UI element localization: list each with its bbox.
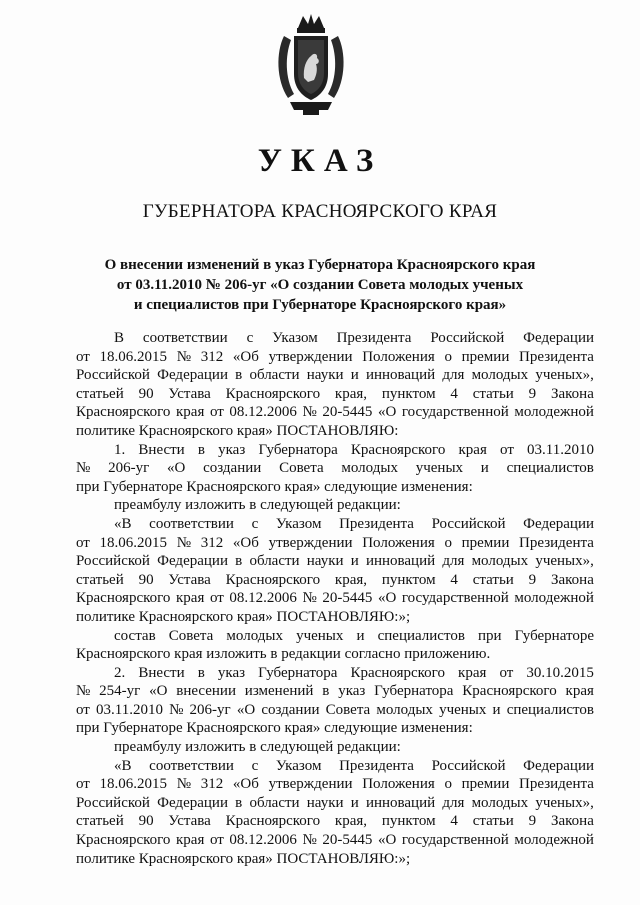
body-line [76, 552, 594, 571]
body-word: пунктом [381, 571, 436, 588]
body-word: для [442, 794, 465, 811]
coat-of-arms-icon [270, 12, 352, 118]
body-line [76, 664, 594, 683]
body-word: № [76, 460, 91, 477]
body-word: премии [461, 348, 510, 365]
body-word: государственной [401, 832, 509, 849]
body-word: 312 [200, 348, 224, 365]
body-word: Губернатора [258, 664, 338, 681]
body-word: Президента [519, 776, 594, 793]
body-word: 206-уг [189, 701, 231, 718]
body-word: создании [261, 701, 320, 718]
body-word: Закона [550, 385, 594, 402]
body-word: 18.06.2015 [99, 776, 168, 793]
body-word: в [322, 683, 330, 700]
body-word: Указом [275, 757, 322, 774]
body-line [76, 794, 594, 813]
body-word: 9 [528, 813, 537, 830]
body-word: № [302, 404, 317, 421]
body-word: № [176, 348, 192, 365]
body-word: указ [217, 664, 246, 681]
body-word: «О [149, 683, 168, 700]
body-word: о [444, 348, 452, 365]
body-word: молодежной [514, 590, 594, 607]
body-word: края, [334, 385, 368, 402]
body-word: № [76, 683, 91, 700]
body-line [76, 589, 594, 608]
body-line: при Губернаторе Красноярского края» следующие изменения: [76, 478, 473, 495]
body-word: «О [167, 460, 186, 477]
body-word: статьей [76, 385, 124, 402]
body-line [76, 348, 594, 367]
heading-line: от 03.11.2010 № 206-уг «О создании Совета молодых ученых [116, 277, 524, 293]
body-word: «В [114, 515, 132, 532]
body-word: и [350, 553, 359, 570]
body-word: от [76, 701, 90, 718]
body-line: политике Красноярского края» ПОСТАНОВЛЯЮ: [76, 422, 399, 439]
body-word: статьей [76, 813, 124, 830]
body-word: соответствии [142, 330, 228, 346]
body-word: Федерации [157, 794, 228, 811]
body-word: Российской [431, 515, 506, 532]
body-word: Российской [431, 757, 506, 774]
body-word: 1. [114, 441, 126, 458]
body-word: Положения [362, 534, 435, 551]
body-word: Федерации [523, 515, 594, 532]
body-line [76, 775, 594, 794]
body-word: Президента [519, 534, 594, 551]
body-word: в [235, 367, 243, 384]
body-word: Российской [76, 794, 150, 811]
body-word: о [444, 534, 452, 551]
body-word: пунктом [381, 813, 436, 830]
body-word: ученых [296, 627, 344, 644]
body-word: утверждении [268, 348, 353, 365]
body-word: № [169, 701, 184, 718]
body-word: молодых [226, 627, 283, 644]
body-word: края, [334, 571, 368, 588]
body-line: политике Красноярского края» ПОСТАНОВЛЯЮ:»; [76, 850, 411, 867]
body-word: 20-5445 [322, 590, 373, 607]
body-word: № [302, 832, 317, 849]
body-line [76, 515, 594, 534]
body-word: внесении [176, 683, 236, 700]
body-word: в [197, 441, 205, 458]
body-word: 9 [528, 571, 537, 588]
body-word: Президента [336, 330, 412, 346]
body-word: 4 [450, 571, 458, 588]
body-word: 18.06.2015 [99, 348, 168, 365]
body-word: Устава [168, 571, 211, 588]
body-word: от [76, 348, 90, 365]
body-line: преамбулу изложить в следующей редакции: [114, 497, 401, 514]
body-word: края [176, 590, 205, 607]
body-word: указ [338, 683, 366, 700]
body-word: края [565, 683, 594, 700]
body-word: Красноярского [225, 813, 321, 830]
body-word: Красноярского [76, 404, 171, 421]
body-word: 2. [114, 664, 126, 681]
body-word: статьи [472, 385, 514, 402]
body-word: «О [377, 404, 397, 421]
body-word: утверждении [268, 776, 353, 793]
body-word: при [478, 627, 502, 644]
body-line: Красноярского края изложить в редакции согласно приложению. [76, 646, 491, 663]
body-word: состав [114, 627, 156, 644]
body-word: с [246, 330, 254, 346]
body-word: и [492, 701, 501, 718]
body-word: Губернатора [374, 683, 454, 700]
body-word: Устава [168, 813, 211, 830]
body-word: 18.06.2015 [99, 534, 168, 551]
body-line [76, 757, 594, 776]
body-word: в [235, 794, 243, 811]
body-word: № [176, 776, 192, 793]
body-word: Президента [339, 515, 414, 532]
body-word: 90 [138, 813, 154, 830]
body-word: «В [114, 757, 132, 774]
body-word: статьи [472, 813, 514, 830]
body-word: науки [306, 367, 344, 384]
body-word: 90 [138, 385, 154, 402]
body-word: от [209, 590, 224, 607]
body-word: 4 [450, 385, 458, 402]
body-line: при Губернаторе Красноярского края» следующие изменения: [76, 720, 473, 737]
body-word: Федерации [157, 367, 228, 384]
body-word: Положения [362, 348, 435, 365]
body-word: Федерации [157, 553, 228, 570]
body-word: государственной [401, 590, 509, 607]
body-word: Указом [275, 515, 322, 532]
body-word: молодых [471, 794, 529, 811]
body-word: в [197, 664, 205, 681]
body-word: Красноярского [76, 832, 171, 849]
body-word: 9 [528, 385, 537, 402]
body-word: 08.12.2006 [229, 832, 297, 849]
body-word: молодых [471, 367, 529, 384]
body-word: Красноярского [350, 664, 445, 681]
body-line [76, 366, 594, 385]
body-word: Указом [272, 330, 318, 346]
body-word: ученых [415, 460, 464, 477]
body-line [76, 459, 594, 478]
body-word: Совета [279, 460, 324, 477]
body-word: и [356, 627, 365, 644]
body-word: 206-уг [108, 460, 150, 477]
body-word: с [251, 515, 259, 532]
body-word: статьи [472, 571, 514, 588]
body-word: 4 [450, 813, 458, 830]
body-word: Губернатора [258, 441, 338, 458]
body-word: Президента [339, 757, 414, 774]
body-word: «О [236, 701, 256, 718]
body-word: 20-5445 [322, 832, 373, 849]
body-word: 20-5445 [322, 404, 373, 421]
body-word: края [176, 404, 205, 421]
body-line [76, 534, 594, 553]
body-word: изменений [244, 683, 314, 700]
body-word: ученых», [535, 794, 594, 811]
body-word: Положения [362, 776, 435, 793]
body-word: от [500, 441, 514, 458]
body-word: от [76, 534, 90, 551]
body-word: 08.12.2006 [229, 590, 297, 607]
body-word: соответствии [149, 515, 234, 532]
body-word: «О [377, 832, 397, 849]
body-word: края [458, 441, 487, 458]
body-word: специалистов [506, 701, 594, 718]
body-word: 254-уг [99, 683, 141, 700]
body-word: 03.11.2010 [96, 701, 163, 718]
decree-body [76, 329, 594, 868]
body-word: от [209, 404, 224, 421]
body-word: области [249, 794, 300, 811]
body-word: молодежной [514, 832, 594, 849]
body-word: 90 [138, 571, 154, 588]
body-word: премии [461, 534, 510, 551]
body-word: Закона [550, 571, 594, 588]
body-word: Красноярского [225, 385, 321, 402]
body-word: Внести [138, 664, 185, 681]
body-word: Совета [325, 701, 371, 718]
body-word: и [480, 460, 489, 477]
body-word: № [176, 534, 192, 551]
body-word: 312 [200, 776, 224, 793]
body-word: 08.12.2006 [229, 404, 297, 421]
body-word: и [350, 794, 359, 811]
heading-line: О внесении изменений в указ Губернатора Красноярского края [104, 257, 536, 273]
body-line [76, 682, 594, 701]
decree-issuer: ГУБЕРНАТОРА КРАСНОЯРСКОГО КРАЯ [142, 201, 498, 222]
body-word: специалистов [377, 627, 465, 644]
body-word: Красноярского [225, 571, 321, 588]
body-word: Внести [138, 441, 185, 458]
body-line [76, 571, 594, 590]
body-word: от [76, 776, 90, 793]
body-word: Закона [550, 813, 594, 830]
body-word: 03.11.2010 [527, 441, 594, 458]
body-word: от [499, 664, 514, 681]
body-word: молодых [376, 701, 433, 718]
body-word: Красноярского [76, 590, 171, 607]
body-line [76, 701, 594, 720]
body-word: в [235, 553, 243, 570]
body-word: Российской [76, 553, 150, 570]
body-word: Президента [519, 348, 594, 365]
decree-title: УКАЗ [257, 143, 383, 179]
body-line [76, 385, 594, 404]
body-word: Красноярского [462, 683, 557, 700]
body-line [76, 812, 594, 831]
body-word: для [442, 367, 465, 384]
body-word: Губернаторе [514, 627, 594, 644]
body-word: Федерации [523, 757, 594, 774]
body-word: молодых [471, 553, 529, 570]
body-word: премии [461, 776, 510, 793]
body-word: инноваций [365, 553, 436, 570]
body-word: края [176, 832, 205, 849]
body-word: для [442, 553, 465, 570]
body-word: Федерации [523, 330, 594, 346]
body-word: № [302, 590, 317, 607]
body-word: инноваций [365, 367, 436, 384]
body-word: государственной [401, 404, 509, 421]
body-line [76, 441, 594, 460]
body-line [76, 831, 594, 850]
body-word: с [251, 757, 259, 774]
body-word: области [249, 367, 300, 384]
body-word: инноваций [365, 794, 436, 811]
body-word: В [114, 330, 125, 346]
body-word: ученых [439, 701, 487, 718]
body-line [76, 627, 594, 646]
heading-line: и специалистов при Губернаторе Красноярского края» [133, 297, 507, 313]
body-word: науки [306, 794, 344, 811]
body-word: «Об [232, 776, 259, 793]
body-word: молодежной [514, 404, 594, 421]
body-word: соответствии [149, 757, 234, 774]
body-word: специалистов [506, 460, 594, 477]
body-word: Российской [430, 330, 505, 346]
body-word: Красноярского [350, 441, 446, 458]
body-word: утверждении [268, 534, 353, 551]
body-word: о [444, 776, 452, 793]
body-line: преамбулу изложить в следующей редакции: [114, 739, 401, 756]
body-word: пунктом [381, 385, 436, 402]
body-word: Российской [76, 367, 150, 384]
body-word: «Об [232, 348, 259, 365]
body-word: области [249, 553, 300, 570]
body-word: ученых», [535, 367, 594, 384]
decree-heading [90, 255, 550, 315]
body-word: ученых», [535, 553, 594, 570]
body-word: статьей [76, 571, 124, 588]
body-word: Совета [168, 627, 214, 644]
body-word: 312 [200, 534, 224, 551]
body-word: создании [203, 460, 262, 477]
body-word: и [350, 367, 359, 384]
body-word: «Об [232, 534, 259, 551]
body-word: указ [218, 441, 246, 458]
body-word: края [458, 664, 487, 681]
body-word: «О [377, 590, 397, 607]
body-word: от [209, 832, 224, 849]
body-line [76, 403, 594, 422]
body-line: политике Красноярского края» ПОСТАНОВЛЯЮ:»; [76, 608, 411, 625]
body-word: Устава [168, 385, 211, 402]
body-word: 30.10.2015 [526, 664, 594, 681]
body-line [76, 329, 594, 348]
body-word: края, [334, 813, 368, 830]
body-word: молодых [341, 460, 398, 477]
body-word: науки [306, 553, 344, 570]
